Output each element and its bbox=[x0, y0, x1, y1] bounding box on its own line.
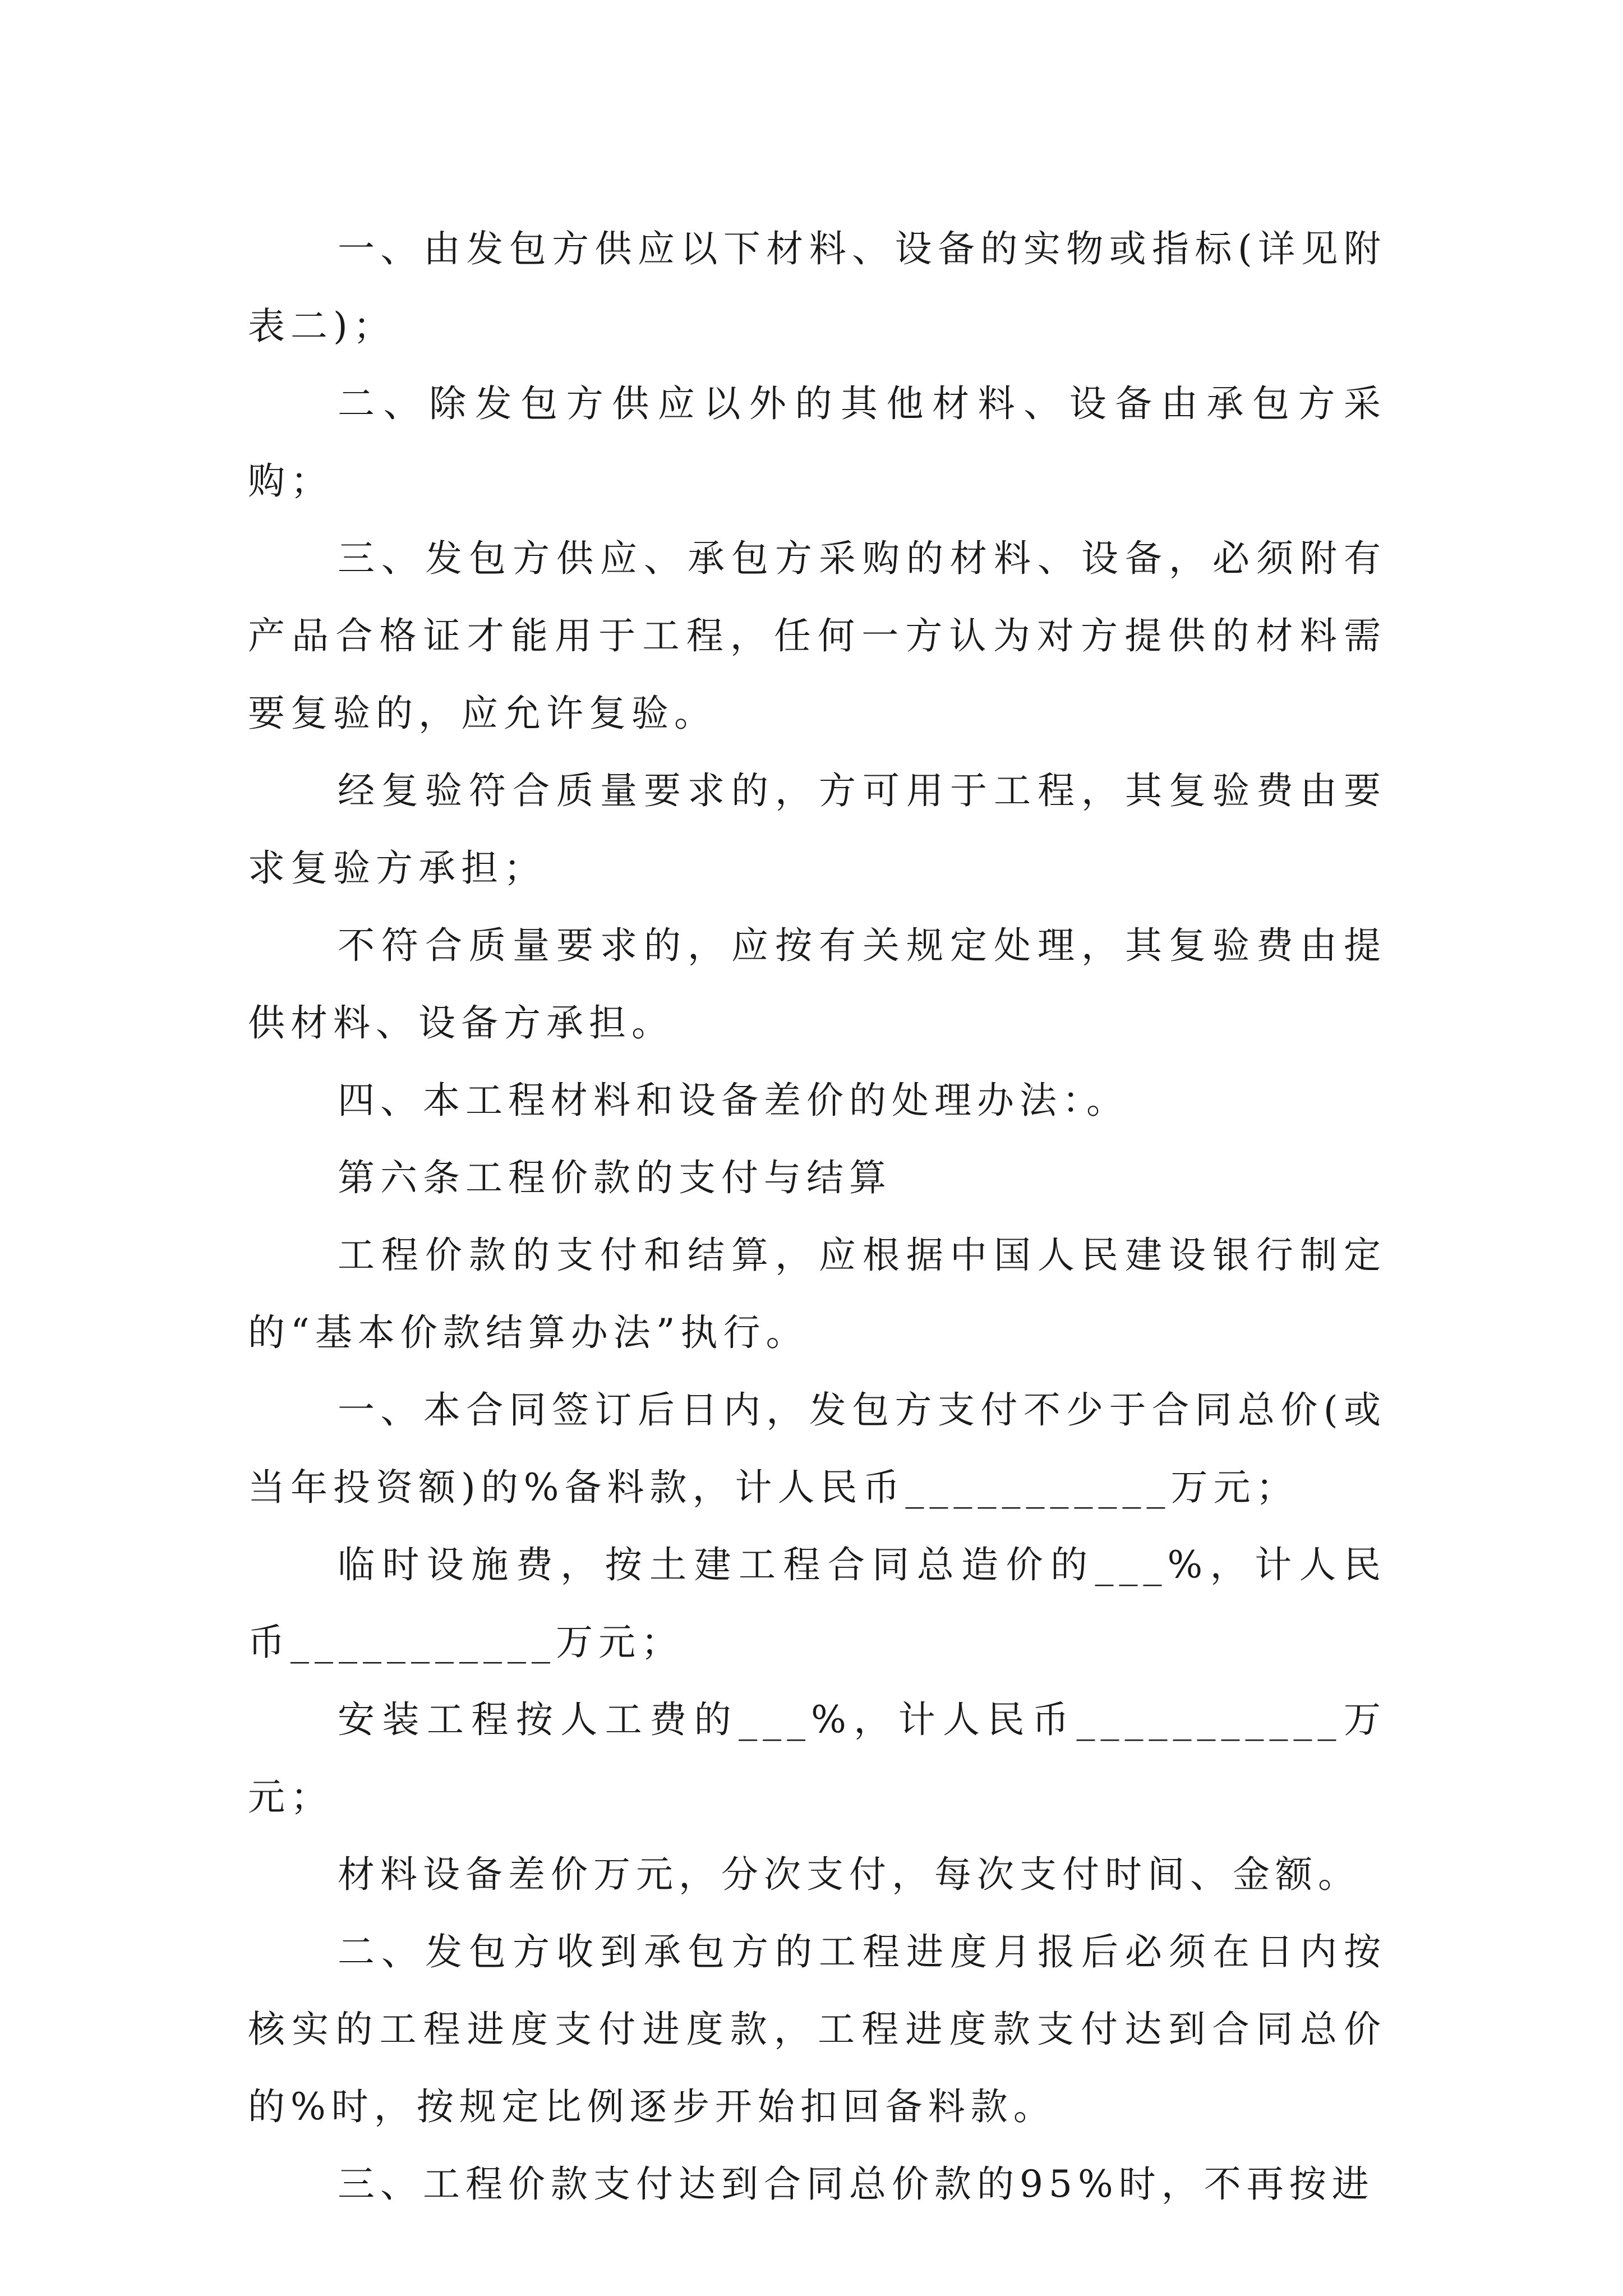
paragraph-settlement-basis: 工程价款的支付和结算，应根据中国人民建设银行制定的“基本价款结算办法”执行。 bbox=[248, 1234, 1386, 1354]
paragraph-final-payment: 三、工程价款支付达到合同总价款的95%时，不再按进 bbox=[338, 2162, 1375, 2206]
paragraph-certificate-requirement: 三、发包方供应、承包方采购的材料、设备，必须附有产品合格证才能用于工程，任何一方认为对方提供的材料需要复验的，应允许复验。 bbox=[248, 537, 1386, 735]
paragraph-contractor-purchase: 二、除发包方供应以外的其他材料、设备由承包方采购； bbox=[248, 382, 1386, 503]
paragraph-advance-payment: 一、本合同签订后日内，发包方支付不少于合同总价(或当年投资额)的%备料款，计人民币___________万元； bbox=[248, 1388, 1386, 1509]
section-heading-article-six: 第六条工程价款的支付与结算 bbox=[338, 1156, 892, 1199]
paragraph-progress-payment: 二、发包方收到承包方的工程进度月报后必须在日内按核实的工程进度支付进度款，工程进度款支付达到合同总价的%时，按规定比例逐步开始扣回备料款。 bbox=[248, 1930, 1386, 2128]
paragraph-material-supply: 一、由发包方供应以下材料、设备的实物或指标(详见附表二)； bbox=[248, 227, 1386, 348]
paragraph-material-price-difference: 材料设备差价万元，分次支付，每次支付时间、金额。 bbox=[338, 1853, 1361, 1896]
paragraph-installation-fee: 安装工程按人工费的___%，计人民币___________万元； bbox=[248, 1698, 1386, 1819]
paragraph-recheck-pass: 经复验符合质量要求的，方可用于工程，其复验费由要求复验方承担； bbox=[248, 769, 1386, 890]
paragraph-recheck-fail: 不符合质量要求的，应按有关规定处理，其复验费由提供材料、设备方承担。 bbox=[248, 924, 1386, 1045]
paragraph-price-difference: 四、本工程材料和设备差价的处理办法：。 bbox=[338, 1079, 1129, 1122]
paragraph-temporary-facility-fee: 临时设施费，按土建工程合同总造价的___%，计人民币___________万元； bbox=[248, 1543, 1386, 1664]
document-page bbox=[248, 210, 1386, 2223]
